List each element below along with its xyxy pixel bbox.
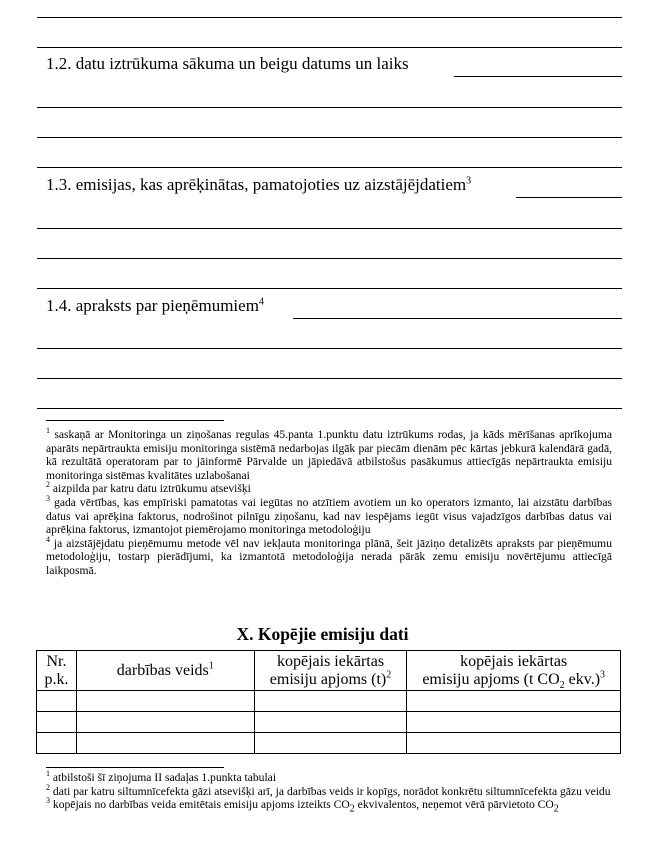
col-header-nr: Nr. p.k. <box>37 651 77 691</box>
blank-line <box>37 167 622 168</box>
table-cell[interactable] <box>76 691 254 712</box>
col-header-activity: darbības veids$^1$ <box>76 651 254 691</box>
blank-line <box>37 47 622 48</box>
blank-line <box>37 408 622 409</box>
col-header-total-co2: kopējais iekārtas emisiju apjoms (t $CO_2$ ekv.)$^3$ <box>407 651 621 691</box>
blank-line <box>37 348 622 349</box>
footnote-separator <box>46 767 224 768</box>
table-row <box>37 733 621 754</box>
blank-line <box>37 137 622 138</box>
footnote: $^1$ atbilstoši šī ziņojuma II sadaļas 1.punkta tabulai <box>46 769 277 784</box>
item-1-2: 1.2. datu iztrūkuma sākuma un beigu datums un laiks <box>46 54 409 73</box>
table-row <box>37 712 621 733</box>
table-cell[interactable] <box>37 691 77 712</box>
blank-line <box>37 258 622 259</box>
table-header-row <box>37 651 621 691</box>
table-cell[interactable] <box>254 733 407 754</box>
footnote: $^1$ saskaņā ar Monitoringa un ziņošanas regulas 45.panta 1.punktu datu iztrūkums rodas, ja kāds mērīšanas aprīkojuma aparāts nepārtraukta emisiju monitoringa sistēmā nedarbojas ilgāk par piecām dienām pēc kārtas jebkurā kalendārā gadā, kā rezultātā operatoram par to jāinformē Pārvalde un jāpiedāvā atbilstošus pasākumus attiecīgās nepārtraukta emisiju monitoringa sistēmas kvalitātes uzlabošanai <box>46 426 612 482</box>
table-cell[interactable] <box>407 691 621 712</box>
blank-line <box>37 107 622 108</box>
table-cell[interactable] <box>76 733 254 754</box>
footnote: $^2$ dati par katru siltumnīcefekta gāzi atsevišķi arī, ja darbības veids ir kopīgs, norādot konkrētu siltumnīcefekta gāzu veidu <box>46 782 611 798</box>
footnote: $^2$ aizpilda par katru datu iztrūkumu atsevišķi <box>46 480 251 496</box>
blank-line <box>37 288 622 289</box>
item-1-4: 1.4. apraksts par pieņēmumiem$^4$ <box>46 296 264 315</box>
footnote-separator <box>46 420 224 421</box>
table-cell[interactable] <box>76 712 254 733</box>
table-cell[interactable] <box>407 733 621 754</box>
footnote: $^3$ gada vērtības, kas empīriski pamatotas vai iegūtas no atzītiem avotiem un ko operators izmanto, lai aizstātu darbības datus vai aprēķina faktorus, nodrošinot pilnīgu ziņošanu, kad nav iespējams iegūt visus vajadzīgos darbības datus vai aprēķina faktorus, izmantojot piemērojamo monitoringa metodoloģiju <box>46 494 612 537</box>
blank-line <box>37 378 622 379</box>
table-row <box>37 691 621 712</box>
blank-line <box>37 228 622 229</box>
table-cell[interactable] <box>37 733 77 754</box>
footnotes-top <box>46 428 612 578</box>
col-header-total-t: kopējais iekārtas emisiju apjoms $(t)^2$ <box>254 651 407 691</box>
blank-line <box>37 17 622 18</box>
answer-line-1-2[interactable] <box>454 76 622 77</box>
table-cell[interactable] <box>37 712 77 733</box>
footnote: $^4$ ja aizstājējdatu pieņēmumu metode vēl nav iekļauta monitoringa plānā, šeit jāziņo detalizēts apraksts par pieņēmumu metodoloģiju, tostarp pierādījumi, ka izmantotā metodoloģija nerada pārāk zemu emisiju novērtējumu attiecīgā laikposmā. <box>46 534 612 577</box>
answer-line-1-4[interactable] <box>293 318 622 319</box>
table-cell[interactable] <box>254 691 407 712</box>
emissions-table <box>36 650 621 754</box>
footnotes-bottom <box>46 769 612 815</box>
section-title: X. Kopējie emisiju dati <box>236 624 409 644</box>
table-cell[interactable] <box>254 712 407 733</box>
answer-line-1-3[interactable] <box>516 197 622 198</box>
table-cell[interactable] <box>407 712 621 733</box>
item-1-3: 1.3. emisijas, kas aprēķinātas, pamatojoties uz aizstājējdatiem$^3$ <box>46 175 472 194</box>
footnote: $^3$ kopējais no darbības veida emitētais emisiju apjoms izteikts $CO_2$ ekvivalentos, neņemot vērā pārvietoto $CO_2$ <box>46 796 559 815</box>
